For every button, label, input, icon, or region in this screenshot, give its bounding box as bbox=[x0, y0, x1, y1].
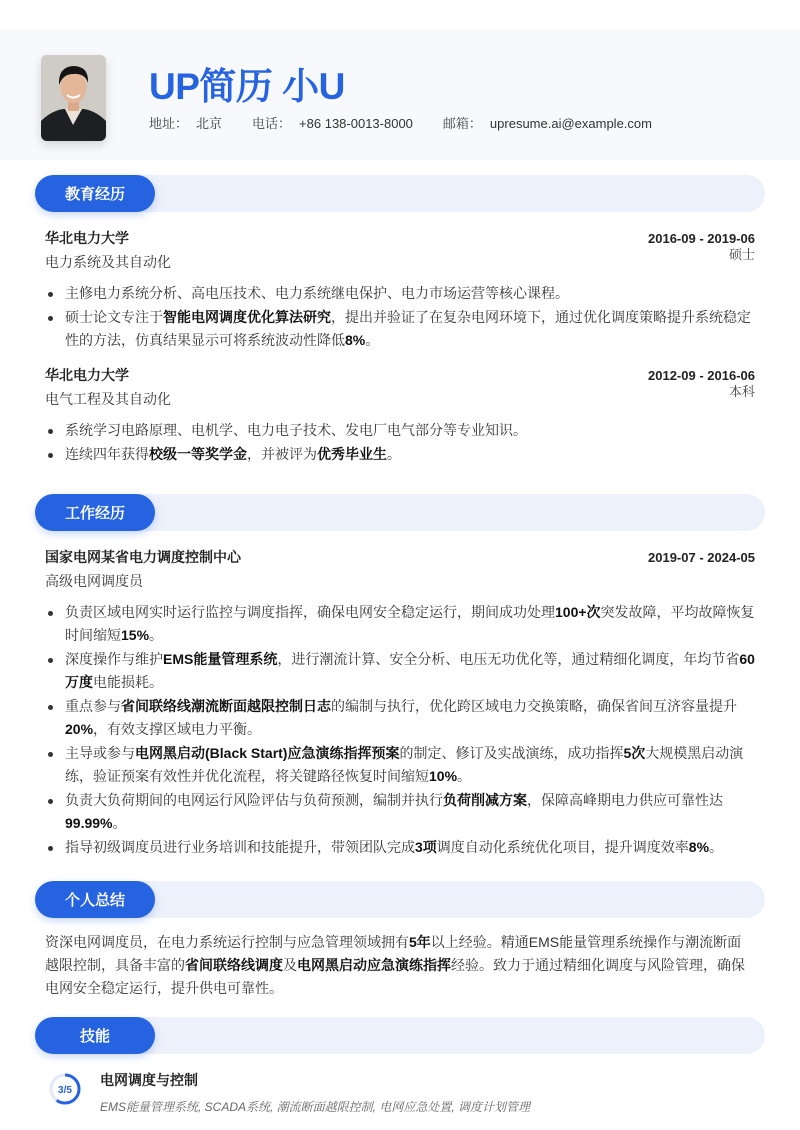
highlight-text: 负荷削减方案 bbox=[443, 792, 527, 808]
bullet-item bbox=[45, 419, 755, 442]
section-title: 个人总结 bbox=[35, 881, 155, 918]
text-segment: 负责大负荷期间的电网运行风险评估与负荷预测，编制并执行 bbox=[65, 792, 443, 808]
school-name: 华北电力大学 bbox=[45, 367, 129, 383]
text-segment: 突发故障，平均故障恢复时间缩短 bbox=[65, 604, 755, 643]
text-segment: 主修电力系统分析、高电压技术、电力系统继电保护、电力市场运营等核心课程。 bbox=[65, 285, 569, 301]
date-range: 2016-09 - 2019-06 bbox=[648, 231, 755, 246]
degree: 硕士 bbox=[728, 247, 755, 262]
highlight-text: 电网黑启动应急演练指挥 bbox=[297, 957, 451, 973]
section-title: 技能 bbox=[35, 1017, 155, 1054]
text-segment: 电能损耗。 bbox=[93, 674, 163, 690]
highlight-text: 智能电网调度优化算法研究 bbox=[163, 309, 331, 325]
highlight-text: 8% bbox=[688, 839, 710, 855]
highlight-text: 60万度 bbox=[65, 651, 755, 690]
text-segment: 调度自动化系统优化项目，提升调度效率 bbox=[436, 839, 689, 855]
text-segment: 硕士论文专注于 bbox=[65, 309, 163, 325]
text-segment: 主导或参与 bbox=[65, 745, 135, 761]
bullet-item bbox=[45, 836, 755, 859]
highlight-text: 省间联络线潮流断面越限控制日志 bbox=[121, 698, 331, 714]
section-header-work bbox=[35, 494, 765, 531]
text-segment: 以上经验。精通EMS能量管理系统操作与潮流断面越限控制，具备丰富的 bbox=[45, 934, 742, 973]
bullet-item bbox=[45, 742, 755, 788]
work-entry bbox=[45, 547, 755, 860]
text-segment: 。 bbox=[365, 332, 380, 348]
text-segment: ，保障高峰期电力供应可靠性达 bbox=[527, 792, 723, 808]
text-segment: 经验。致力于通过精细化调度与风险管理，确保电网安全稳定运行，提升供电可靠性。 bbox=[45, 957, 745, 996]
bullet-item bbox=[45, 789, 755, 835]
text-segment: 指导初级调度员进行业务培训和技能提升，带领团队完成 bbox=[65, 839, 415, 855]
text-segment: 及 bbox=[283, 957, 297, 973]
text-segment: 。 bbox=[387, 446, 401, 462]
summary-text bbox=[45, 931, 755, 1000]
highlight-text: 100+次 bbox=[555, 604, 601, 620]
highlight-text: 5年 bbox=[409, 934, 431, 950]
highlight-text: 15% bbox=[121, 627, 150, 643]
skill-name: 电网调度与控制 bbox=[100, 1072, 198, 1088]
job-role: 高级电网调度员 bbox=[45, 573, 143, 589]
text-segment: ，有效支撑区域电力平衡。 bbox=[93, 721, 262, 737]
degree: 本科 bbox=[728, 384, 755, 399]
contact-address: 地址： 北京 bbox=[149, 116, 223, 131]
contact-email: 邮箱： upresume.ai@example.com bbox=[442, 116, 652, 131]
section-header-education bbox=[35, 175, 765, 212]
highlight-text: EMS能量管理系统 bbox=[163, 651, 278, 667]
text-segment: 。 bbox=[709, 839, 724, 855]
text-segment: 。 bbox=[457, 768, 472, 784]
text-segment: ，进行潮流计算、安全分析、电压无功优化等，通过精细化调度，年均节省 bbox=[277, 651, 740, 667]
bullet-item bbox=[45, 601, 755, 647]
highlight-text: 省间联络线调度 bbox=[185, 957, 283, 973]
skill-level-ring bbox=[48, 1072, 82, 1106]
section-header-skills bbox=[35, 1017, 765, 1054]
highlight-text: 10% bbox=[429, 768, 458, 784]
bullet-item bbox=[45, 306, 755, 352]
text-segment: 的制定、修订及实战演练，成功指挥 bbox=[399, 745, 624, 761]
header-band bbox=[0, 30, 800, 160]
text-segment: 资深电网调度员，在电力系统运行控制与应急管理领域拥有 bbox=[45, 934, 409, 950]
highlight-text: 20% bbox=[65, 721, 94, 737]
text-segment: 连续四年获得 bbox=[65, 446, 149, 462]
bullet-item bbox=[45, 282, 755, 305]
company-name: 国家电网某省电力调度控制中心 bbox=[45, 549, 241, 565]
skill-description: EMS能量管理系统, SCADA系统, 潮流断面越限控制, 电网应急处置, 调度计划管理 bbox=[100, 1100, 531, 1114]
profile-photo bbox=[41, 55, 106, 141]
education-entry bbox=[45, 365, 755, 467]
bullet-item bbox=[45, 648, 755, 694]
text-segment: 深度操作与维护 bbox=[65, 651, 163, 667]
highlight-text: 5次 bbox=[623, 745, 646, 761]
skill-level-label: 3/5 bbox=[58, 1085, 72, 1096]
candidate-name: UP简历 小U bbox=[149, 66, 345, 107]
contact-info bbox=[149, 113, 652, 132]
highlight-text: 99.99% bbox=[65, 815, 113, 831]
section-header-summary bbox=[35, 881, 765, 918]
date-range: 2019-07 - 2024-05 bbox=[648, 550, 755, 565]
major: 电力系统及其自动化 bbox=[45, 254, 171, 270]
school-name: 华北电力大学 bbox=[45, 230, 129, 246]
education-entry bbox=[45, 228, 755, 353]
contact-phone: 电话： +86 138-0013-8000 bbox=[252, 116, 413, 131]
highlight-text: 校级一等奖学金 bbox=[149, 446, 247, 462]
text-segment: ，提出并验证了在复杂电网环境下，通过优化调度策略提升系统稳定性的方法，仿真结果显示可将系统波动性降低 bbox=[65, 309, 751, 348]
text-segment: 大规模黑启动演练，验证预案有效性并优化流程，将关键路径恢复时间缩短 bbox=[65, 745, 744, 784]
bullet-item bbox=[45, 443, 755, 466]
text-segment: 系统学习电路原理、电机学、电力电子技术、发电厂电气部分等专业知识。 bbox=[65, 422, 527, 438]
text-segment: 的编制与执行，优化跨区域电力交换策略，确保省间互济容量提升 bbox=[331, 698, 737, 714]
text-segment: 。 bbox=[149, 627, 164, 643]
bullet-item bbox=[45, 695, 755, 741]
highlight-text: 8% bbox=[345, 332, 366, 348]
text-segment: 。 bbox=[112, 815, 127, 831]
highlight-text: 优秀毕业生 bbox=[317, 446, 387, 462]
text-segment: ，并被评为 bbox=[247, 446, 317, 462]
section-title: 工作经历 bbox=[35, 494, 155, 531]
highlight-text: 电网黑启动(Black Start)应急演练指挥预案 bbox=[135, 745, 400, 761]
section-title: 教育经历 bbox=[35, 175, 155, 212]
major: 电气工程及其自动化 bbox=[45, 391, 171, 407]
date-range: 2012-09 - 2016-06 bbox=[648, 368, 755, 383]
highlight-text: 3项 bbox=[415, 839, 437, 855]
text-segment: 重点参与 bbox=[65, 698, 121, 714]
text-segment: 负责区域电网实时运行监控与调度指挥，确保电网安全稳定运行，期间成功处理 bbox=[65, 604, 555, 620]
